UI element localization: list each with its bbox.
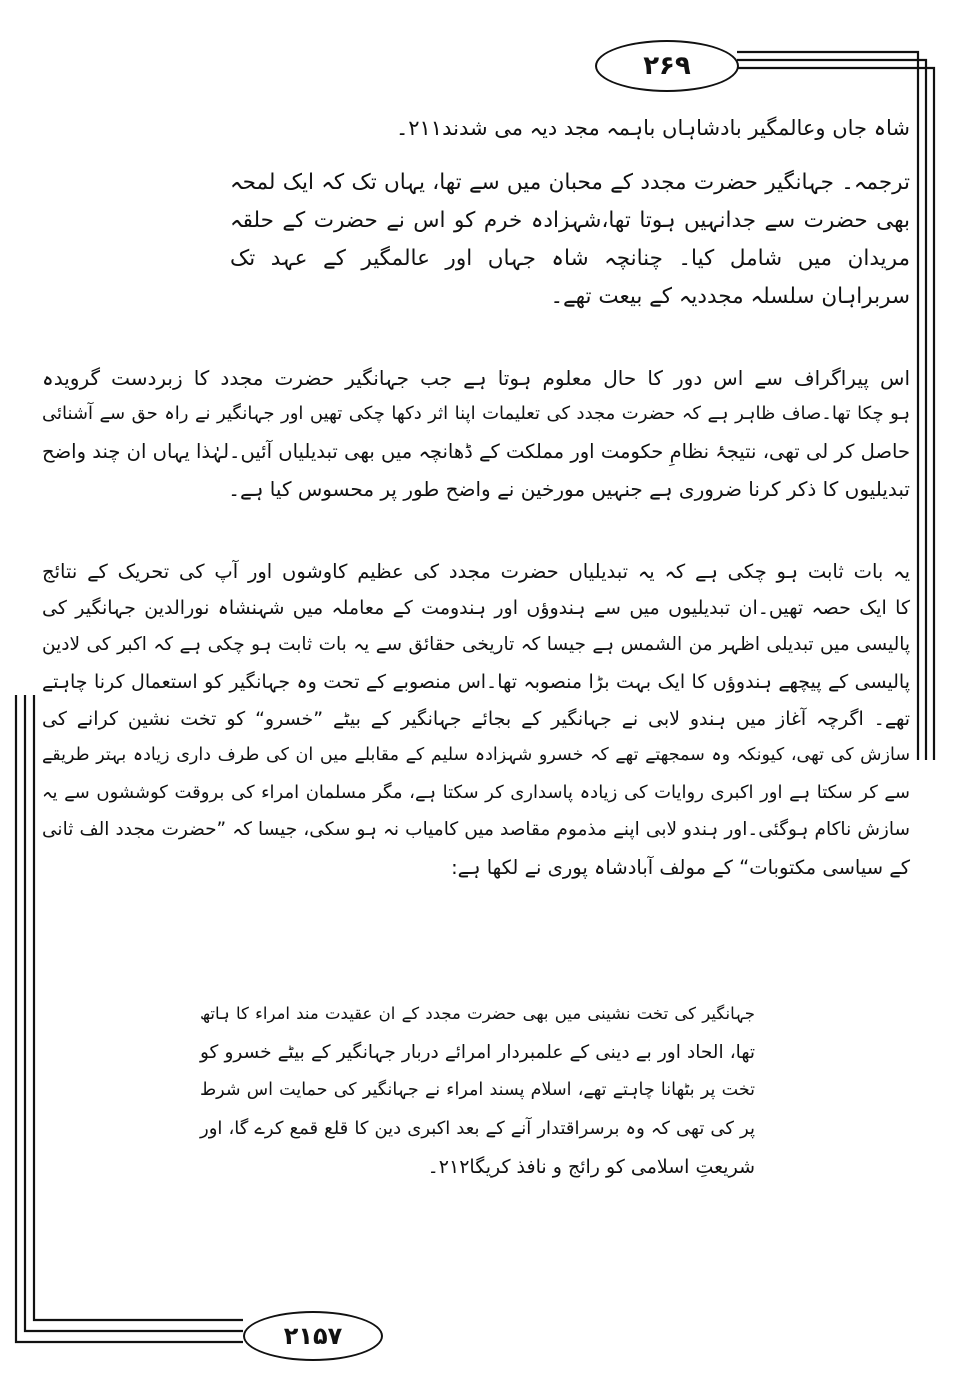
paragraph-line: کا ایک حصہ تھیں۔ان تبدیلیوں میں سے ہندوؤں اور ہندومت کے معاملہ میں شہنشاہ نورالدین جہانگیر کی xyxy=(42,597,910,619)
translation-block xyxy=(230,170,910,322)
paragraph-line: تبدیلیوں کا ذکر کرنا ضروری ہے جنہیں مورخین نے واضح طور پر محسوس کیا ہے۔ xyxy=(228,477,910,501)
quote-line: تھا، الحاد اور بے دینی کے علمبردار امرائے دربار جہانگیر کے بیٹے خسرو کو xyxy=(200,1042,755,1063)
quote-line: تخت پر بٹھانا چاہتے تھے، اسلام پسند امراء نے جہانگیر کی حمایت اس شرط xyxy=(200,1080,755,1100)
paragraph-line: سے کر سکتا ہے اور اکبری روایات کی زیادہ پاسداری کر سکتا ہے، مگر مسلمان امراء کی بروقت کوششوں سے یہ xyxy=(42,782,910,803)
page-number-bottom: ۲۱۵۷ xyxy=(243,1311,383,1361)
paragraph-line: پالیسی کے پیچھے ہندوؤں کا ایک بہت بڑا منصوبہ تھا۔اس منصوبے کے تحت وہ جہانگیر کو استعمال کرنا چاہتے xyxy=(42,671,910,693)
paragraph-line: ہو چکا تھا۔صاف ظاہر ہے کہ حضرت مجدد کی تعلیمات اپنا اثر دکھا چکی تھیں اور جہانگیر نے راہ حق سے آشنائی xyxy=(42,403,910,424)
verse-line: شاہ جاں وعالمگیر بادشاہاں باہمہ مجد دیہ می شدند۲۱۱۔ xyxy=(395,116,910,140)
quote-block xyxy=(200,1004,755,1194)
paragraph-line: یہ بات ثابت ہو چکی ہے کہ یہ تبدیلیاں حضرت مجدد کی عظیم کاوشوں اور آپ کی تحریک کے نتائج xyxy=(42,560,910,583)
quote-line: جہانگیر کی تخت نشینی میں بھی حضرت مجدد کے ان عقیدت مند امراء کا ہاتھ xyxy=(200,1004,755,1023)
quote-line: پر کی تھی کہ وہ برسراقتدار آنے کے بعد اکبری دین کا قلع قمع کرے گا، اور xyxy=(200,1118,755,1139)
quote-line: شریعتِ اسلامی کو رائج و نافذ کریگا۲۱۲۔ xyxy=(427,1156,755,1178)
paragraph-line: اس پیراگراف سے اس دور کا حال معلوم ہوتا ہے جب جہانگیر حضرت مجدد کا زبردست گرویدہ xyxy=(42,366,910,390)
paragraph-2 xyxy=(42,560,910,893)
page-number-top: ۲۶۹ xyxy=(595,40,739,92)
translation-line: مریدان میں شامل کیا۔ چنانچہ شاہ جہاں اور عالمگیر کے عہد تک xyxy=(230,246,910,271)
translation-line: بھی حضرت سے جدانہیں ہوتا تھا،شہزادہ خرم کو اس نے حضرت کے حلقہ xyxy=(230,208,910,233)
paragraph-1 xyxy=(42,366,910,514)
paragraph-line: حاصل کر لی تھی، نتیجۂ نظامِ حکومت اور مملکت کے ڈھانچہ میں بھی تبدیلیاں آئیں۔لہٰذا یہاں ان چند واضح xyxy=(42,440,910,463)
paragraph-line: سازش کی تھی، کیونکہ وہ سمجھتے تھے کہ خسرو شہزادہ سلیم کے مقابلے میں ان کی طرف داری زیادہ بہتر طریقے xyxy=(42,745,910,765)
paragraph-line: تھے۔ اگرچہ آغاز میں ہندو لابی نے جہانگیر کے بجائے جہانگیر کے بیٹے ”خسرو“ کو تخت نشین کرانے کی xyxy=(42,708,910,730)
paragraph-line: کے سیاسی مکتوبات“ کے مولف آبادشاہ پوری نے لکھا ہے: xyxy=(451,856,910,879)
translation-line: ترجمہ۔ جہانگیر حضرت مجدد کے محبان میں سے تھا، یہاں تک کہ ایک لمحہ xyxy=(230,170,910,195)
paragraph-line: سازش ناکام ہوگئی۔اور ہندو لابی اپنے مذموم مقاصد میں کامیاب نہ ہو سکی، جیسا کہ ”حضرت مجدد الف ثانی xyxy=(42,819,910,840)
translation-line: سربراہان سلسلہ مجددیہ کے بیعت تھے۔ xyxy=(550,284,910,309)
verse-block xyxy=(210,116,910,141)
paragraph-line: پالیسی میں تبدیلی اظہر من الشمس ہے جیسا کہ تاریخی حقائق سے یہ بات ثابت ہو چکی ہے کہ اکبر کی لادین xyxy=(42,634,910,655)
